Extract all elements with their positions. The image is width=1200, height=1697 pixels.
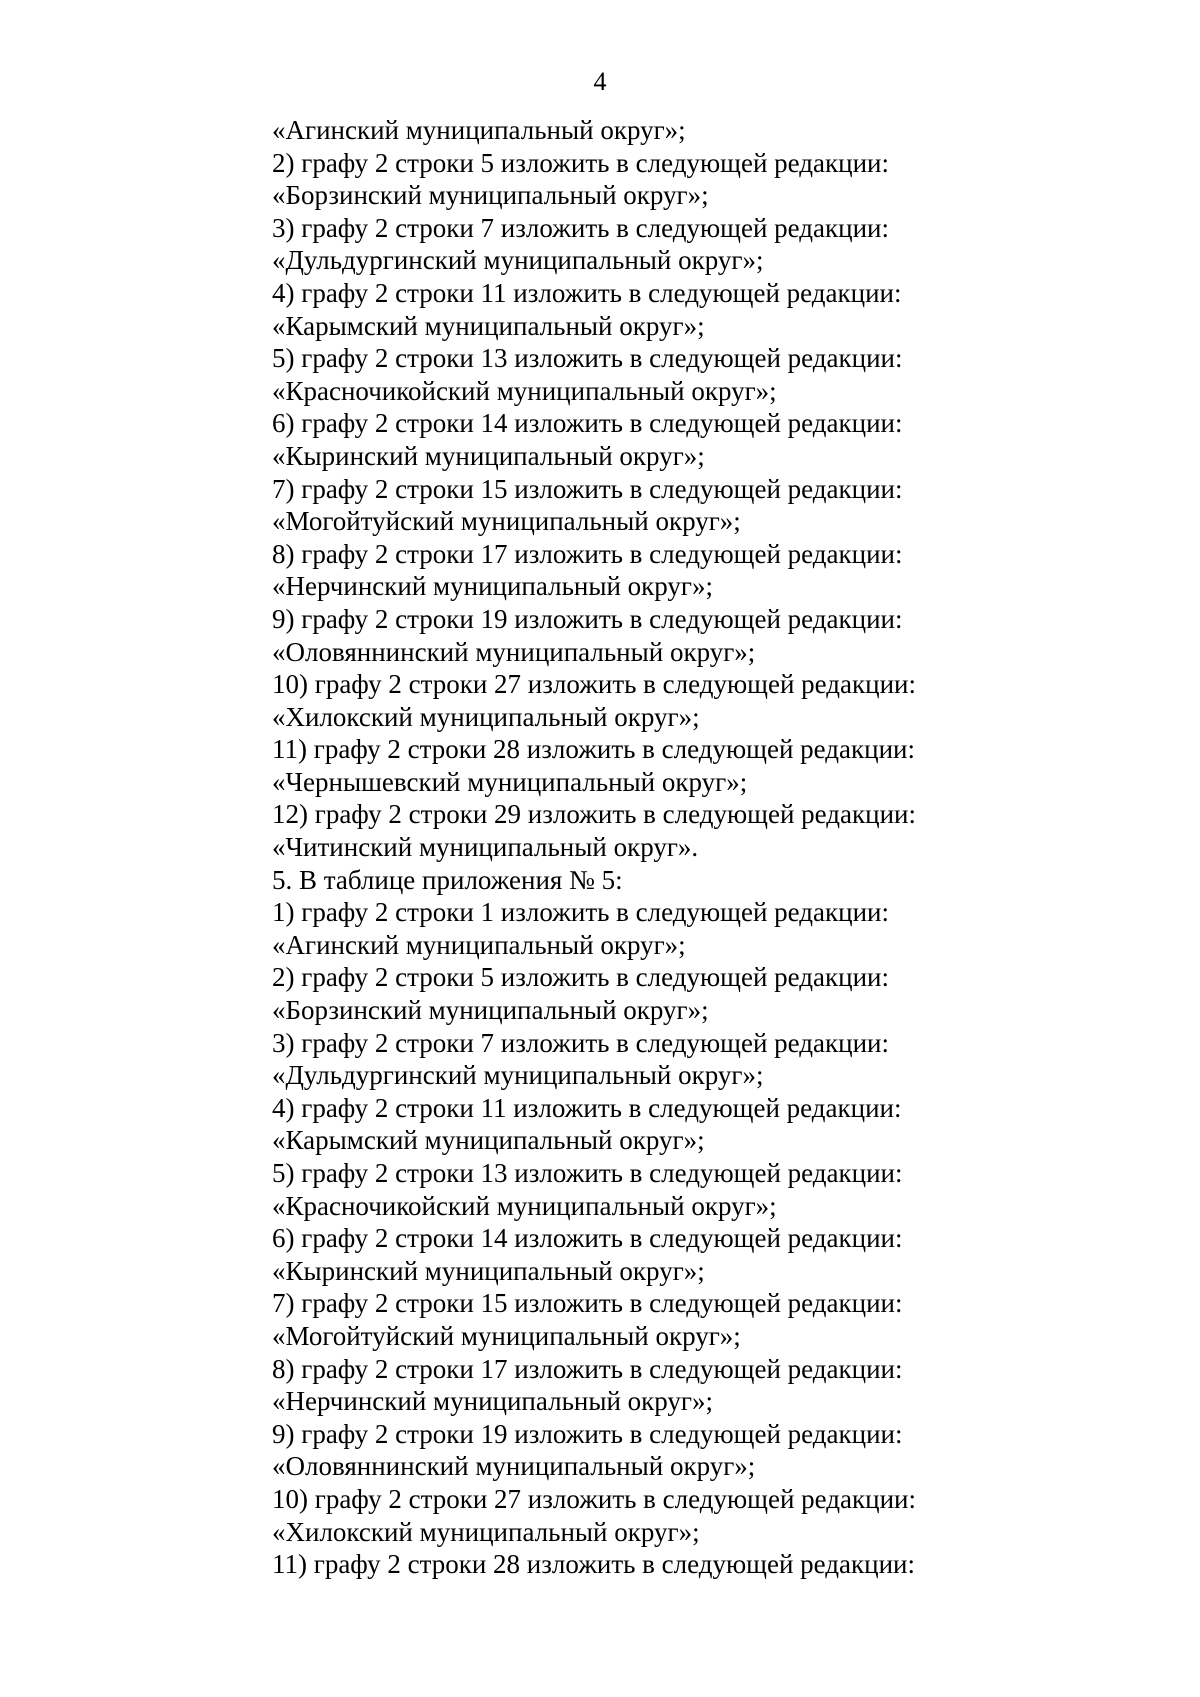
text-line: «Могойтуйский муниципальный округ»; [272, 1320, 741, 1351]
text-line: «Дульдургинский муниципальный округ»; [272, 245, 764, 276]
text-line: 7) графу 2 строки 15 изложить в следующей редакции: [272, 1288, 903, 1319]
text-line: 6) графу 2 строки 14 изложить в следующей редакции: [272, 408, 903, 439]
text-line: «Красночикойский муниципальный округ»; [272, 1190, 777, 1221]
text-line: 2) графу 2 строки 5 изложить в следующей редакции: [272, 962, 889, 993]
text-line: 7) графу 2 строки 15 изложить в следующей редакции: [272, 473, 903, 504]
text-line: 9) графу 2 строки 19 изложить в следующей редакции: [272, 603, 903, 634]
text-line: «Кыринский муниципальный округ»; [272, 1255, 705, 1286]
text-line: 3) графу 2 строки 7 изложить в следующей редакции: [272, 212, 889, 243]
text-line: «Чернышевский муниципальный округ»; [272, 766, 748, 797]
text-line: «Борзинский муниципальный округ»; [272, 995, 709, 1026]
text-line: 4) графу 2 строки 11 изложить в следующей редакции: [272, 1092, 902, 1123]
text-line: 11) графу 2 строки 28 изложить в следующей редакции: [272, 1549, 915, 1580]
text-line: 2) графу 2 строки 5 изложить в следующей редакции: [272, 147, 889, 178]
text-line: 12) графу 2 строки 29 изложить в следующей редакции: [272, 799, 916, 830]
text-line: «Борзинский муниципальный округ»; [272, 180, 709, 211]
section-heading: 5. В таблице приложения № 5: [272, 864, 623, 895]
text-line: «Красночикойский муниципальный округ»; [272, 375, 777, 406]
text-line: 3) графу 2 строки 7 изложить в следующей редакции: [272, 1027, 889, 1058]
text-line: «Дульдургинский муниципальный округ»; [272, 1060, 764, 1091]
text-line: «Оловяннинский муниципальный округ»; [272, 1451, 756, 1482]
text-line: «Агинский муниципальный округ»; [272, 115, 686, 145]
document-body [272, 114, 1152, 1581]
text-line: 6) графу 2 строки 14 изложить в следующей редакции: [272, 1223, 903, 1254]
text-line: 1) графу 2 строки 1 изложить в следующей редакции: [272, 897, 889, 928]
text-line: «Читинский муниципальный округ». [272, 832, 699, 863]
text-line: 8) графу 2 строки 17 изложить в следующей редакции: [272, 538, 903, 569]
text-line: 5) графу 2 строки 13 изложить в следующей редакции: [272, 343, 903, 374]
text-line: «Могойтуйский муниципальный округ»; [272, 506, 741, 537]
text-line: «Оловяннинский муниципальный округ»; [272, 636, 756, 667]
text-line: «Хилокский муниципальный округ»; [272, 701, 700, 732]
text-line: 8) графу 2 строки 17 изложить в следующей редакции: [272, 1353, 903, 1384]
text-line: 10) графу 2 строки 27 изложить в следующей редакции: [272, 669, 916, 700]
text-line: «Кыринский муниципальный округ»; [272, 440, 705, 471]
text-line: 11) графу 2 строки 28 изложить в следующей редакции: [272, 734, 915, 765]
text-line: «Карымский муниципальный округ»; [272, 310, 705, 341]
text-line: «Карымский муниципальный округ»; [272, 1125, 705, 1156]
text-line: «Агинский муниципальный округ»; [272, 929, 686, 960]
text-line: «Нерчинский муниципальный округ»; [272, 1386, 714, 1417]
text-line: «Нерчинский муниципальный округ»; [272, 571, 714, 602]
text-line: 9) графу 2 строки 19 изложить в следующей редакции: [272, 1418, 903, 1449]
text-line: 10) графу 2 строки 27 изложить в следующей редакции: [272, 1483, 916, 1514]
text-line: «Хилокский муниципальный округ»; [272, 1516, 700, 1547]
page-number: 4 [593, 67, 607, 96]
text-line: 5) графу 2 строки 13 изложить в следующей редакции: [272, 1158, 903, 1188]
text-line: 4) графу 2 строки 11 изложить в следующей редакции: [272, 277, 902, 308]
